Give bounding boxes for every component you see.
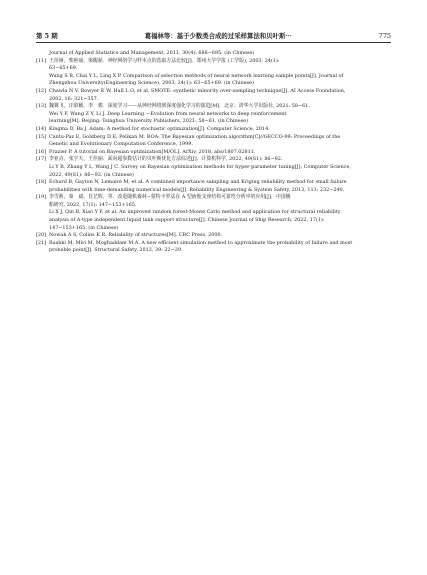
reference-line: Li Y R, Zhang Y L, Wang J C. Survey on Bayesian optimization methods for hyper-parameter tuning[J]. Computer Science, <box>49 163 351 170</box>
reference-text <box>49 88 389 103</box>
reference-text <box>49 58 389 73</box>
reference-line: Wei Y F, Wang Z Y, Li J. Deep Learning —Evolution from neural networks to deep reinforcement <box>49 110 287 117</box>
issue-label: 第 5 期 <box>36 32 58 40</box>
reference-number: [17] <box>36 156 47 163</box>
reference-text <box>49 232 389 240</box>
reference-number: [18] <box>36 179 47 186</box>
reference-line: learning[M]. Beijing: Tsinghua University Publishers, 2021: 58−61. (in Chinese) <box>49 118 248 125</box>
reference-line: 2002, 16: 321−357. <box>49 95 99 102</box>
reference-line: Rashki M, Miri M, Moghaddam M A. A new efficient simulation method to approximate the probability of failure and most <box>49 239 353 246</box>
reference-line: 李雪莉，秦 斌，肖艺辉，等．改进随机森林−蒙特卡罗法在 A 型液舱支座结构可靠性分析中的应用[J]．中国舰 <box>49 194 291 201</box>
reference-entry <box>36 103 389 126</box>
reference-entry <box>36 58 389 73</box>
reference-line: Frazier P. A tutorial on Bayesian optimization[M/OL]. ArXiv, 2018, abs/1807.02811. <box>49 148 256 155</box>
reference-entry <box>36 134 389 149</box>
reference-line: Cantu-Paz E, Goldberg D E, Pelikan M. BOA: The Bayesian optimization algorithm[C]//GECCO-99: Proceedings of the <box>49 133 341 140</box>
reference-line: Echard B, Gayton N, Lemaire M, et al. A combined importance sampling and Kriging reliability method for small failure <box>49 179 347 186</box>
reference-number: [14] <box>36 125 47 132</box>
reference-entry <box>36 164 389 179</box>
reference-number: [15] <box>36 133 47 140</box>
reference-line: Zhengzhou University(Engineering Science), 2003, 24(1): 63−65+69. (in Chinese) <box>49 80 254 87</box>
running-header <box>36 26 391 43</box>
reference-number: [12] <box>36 87 47 94</box>
reference-line: Chawla N V, Bowyer K W, Hall L O, et al. SMOTE: synthetic minority over-sampling technique[J]. AI Access Foundation, <box>49 87 346 94</box>
reference-entry <box>36 88 389 103</box>
reference-line: probabilities with time-demanding numerical models[J]. Reliability Engineering & System Safety, 2013, 111: 232−240. <box>49 186 345 193</box>
reference-text <box>49 164 389 179</box>
reference-entry <box>36 73 389 88</box>
reference-line: analysis of A-type independent liquid tank support structure[J]. Chinese Journal of Ship Research, 2022, 17(1): <box>49 217 325 224</box>
reference-line: 2022, 49(S1): 86−92. (in Chinese) <box>49 171 134 178</box>
reference-text <box>49 50 389 58</box>
reference-line: probable point[J]. Structural Safety, 2012, 39: 22−29. <box>49 247 183 254</box>
reference-text <box>49 134 389 149</box>
reference-entry <box>36 240 389 255</box>
reference-text <box>49 126 389 134</box>
reference-text <box>49 179 389 194</box>
reference-line: 魏翼飞，汪昭颖，李 骏．深度学习——从神经网络到深度强化学习的演进[M]．北京：清华大学出版社, 2021: 58−61. <box>49 103 310 110</box>
reference-line: Nowak A S, Colins K R. Reliability of structures[M]. CRC Press, 2000. <box>49 232 223 239</box>
reference-entry <box>36 156 389 164</box>
reference-line: 王莎娅，柴艳丽，梁醒慈．神经网络学习样本点的选取方法比较[J]．郑州大学学报 (工学版), 2003, 24(1): <box>49 57 280 64</box>
reference-text <box>49 156 389 164</box>
reference-line: Genetic and Evolutionary Computation Conference, 1999. <box>49 141 193 148</box>
reference-line: 船研究, 2022, 17(1): 147−153+165. <box>49 201 137 208</box>
reference-text <box>49 240 389 255</box>
reference-entry <box>36 232 389 240</box>
reference-number: [16] <box>36 148 47 155</box>
reference-number: [13] <box>36 103 47 110</box>
running-title: 葛福林等：基于少数类合成的过采样算法和贝叶斯⋯ <box>144 32 292 40</box>
reference-number: [19] <box>36 194 47 201</box>
reference-line: 147−153+165. (in Chinese) <box>49 224 119 231</box>
reference-line: Journal of Applied Statistics and Management, 2011, 30(4): 686−695. (in Chinese) <box>49 50 255 56</box>
reference-list <box>36 50 389 255</box>
reference-line: Kingma D, Ba J. Adam: A method for stochastic optimization[J]. Computer Science, 2014. <box>49 125 270 132</box>
reference-entry <box>36 179 389 194</box>
reference-entry <box>36 126 389 134</box>
reference-entry <box>36 209 389 232</box>
reference-line: 63−65+69. <box>49 65 78 72</box>
reference-line: 李亚垚，张宇天，王佳丽．面向超参数估计的贝叶斯优化方法综述[J]．计算机科学, 2022, 49(S1): 86−92. <box>49 156 283 163</box>
reference-text <box>49 209 389 232</box>
reference-text <box>49 73 389 88</box>
reference-text <box>49 103 389 126</box>
page-number: 775 <box>378 32 391 40</box>
reference-number: [11] <box>36 57 47 64</box>
reference-line: Wang S B, Chai Y L, Ling X P. Comparison of selection methods of neural network learning sample points[J]. Journal of <box>49 72 344 79</box>
reference-line: Li X J, Qin B, Xiao Y F, et al. An improved random forest-Monte Carlo method and application for structural reliability <box>49 209 341 216</box>
reference-entry <box>36 50 389 58</box>
reference-entry <box>36 194 389 209</box>
reference-number: [20] <box>36 232 47 239</box>
reference-text <box>49 194 389 209</box>
reference-number: [21] <box>36 239 47 246</box>
